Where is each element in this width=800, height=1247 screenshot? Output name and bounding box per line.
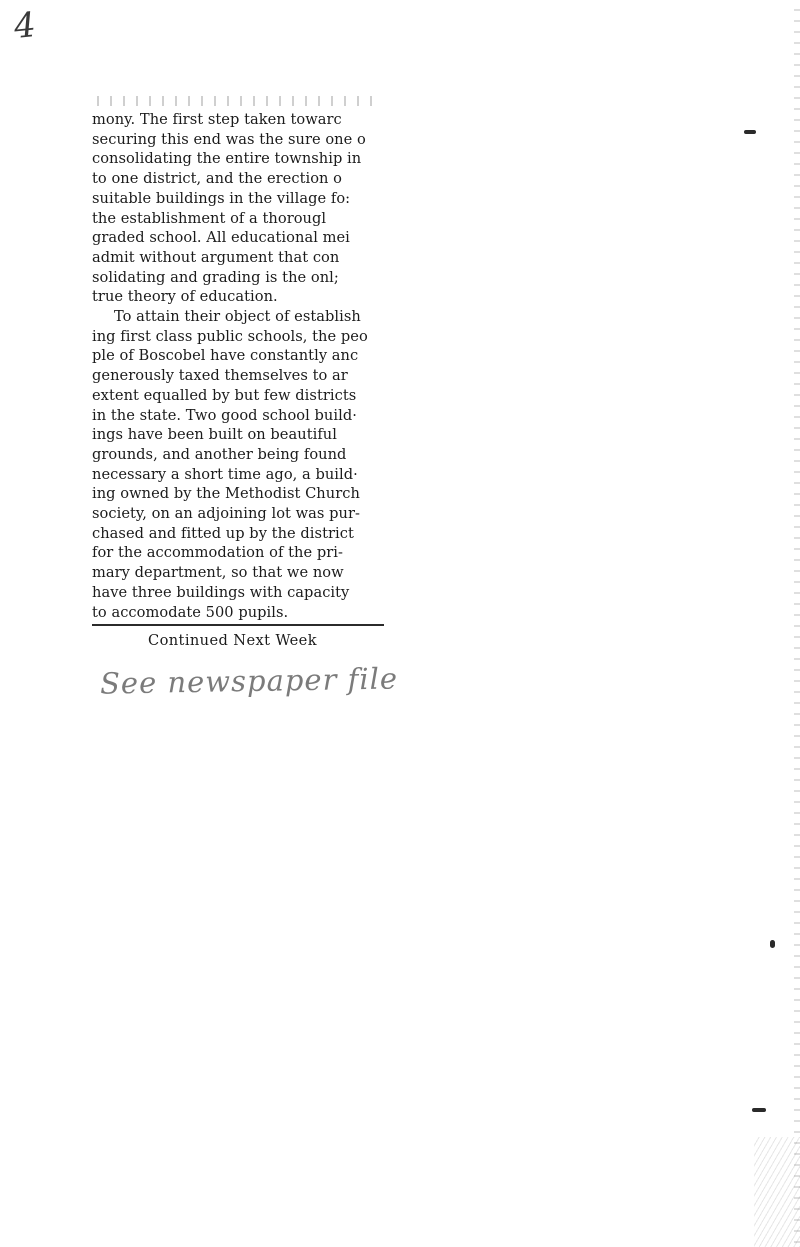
paper-corner-wear xyxy=(754,1137,800,1247)
continued-notice: Continued Next Week xyxy=(148,632,317,649)
article-line: ing first class public schools, the peo xyxy=(92,327,368,345)
article-line: the establishment of a thorougl xyxy=(92,209,327,227)
article-line: solidating and grading is the onl; xyxy=(92,268,339,286)
article-line: true theory of education. xyxy=(92,288,278,306)
handwritten-note: See newspaper file xyxy=(99,661,399,701)
article-line: To attain their object of establish xyxy=(114,308,361,326)
article-line: mary department, so that we now xyxy=(92,564,344,582)
article-line: graded school. All educational mei xyxy=(92,229,350,247)
article-line: generously taxed themselves to ar xyxy=(92,367,348,385)
article-line: chased and fitted up by the district xyxy=(92,524,354,542)
article-line: ple of Boscobel have constantly anc xyxy=(92,347,359,365)
punch-mark xyxy=(752,1108,766,1112)
article-line: for the accommodation of the pri- xyxy=(92,544,343,562)
article-line: to accomodate 500 pupils. xyxy=(92,603,289,621)
article-line: ing owned by the Methodist Church xyxy=(92,485,360,503)
article-line: ings have been built on beautiful xyxy=(92,426,337,444)
article-line: admit without argument that con xyxy=(92,248,340,266)
article-line: securing this end was the sure one o xyxy=(92,130,366,148)
article-line: mony. The first step taken towarc xyxy=(92,111,342,128)
article-line: to one district, and the erection o xyxy=(92,170,343,188)
article-line: consolidating the entire township in xyxy=(92,150,362,168)
article-line: society, on an adjoining lot was pur- xyxy=(92,505,361,523)
article-divider xyxy=(92,624,384,626)
article-line: extent equalled by but few districts xyxy=(92,386,357,404)
punch-mark xyxy=(744,130,756,134)
clipping-torn-edge xyxy=(92,96,382,106)
article-line: suitable buildings in the village fo: xyxy=(92,189,351,207)
article-text xyxy=(92,110,386,622)
article-line: necessary a short time ago, a build· xyxy=(92,465,358,483)
newspaper-clipping xyxy=(92,96,392,656)
paper-edge xyxy=(794,0,800,1247)
article-line: in the state. Two good school build· xyxy=(92,406,357,424)
article-line: have three buildings with capacity xyxy=(92,583,350,601)
punch-mark xyxy=(770,940,775,948)
page-number: 4 xyxy=(11,4,38,48)
article-line: grounds, and another being found xyxy=(92,445,347,463)
